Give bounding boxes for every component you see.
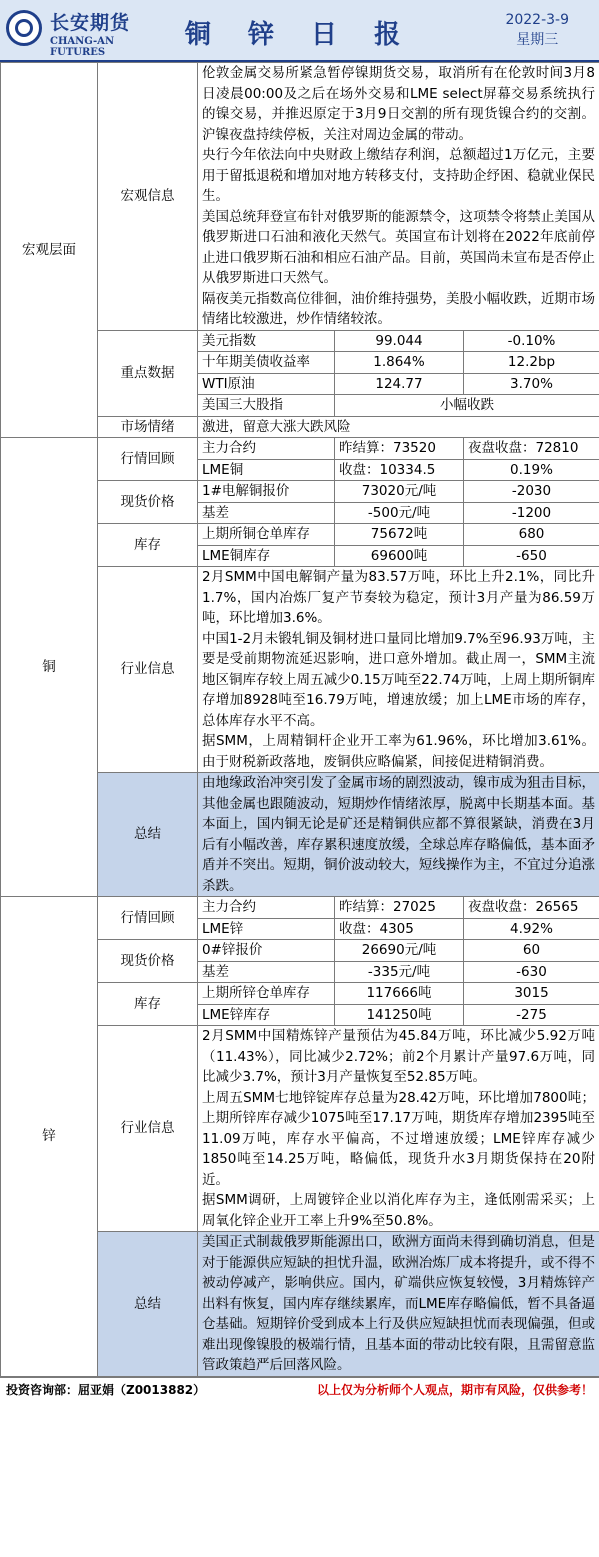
- sentiment-label: 市场情绪: [98, 416, 198, 438]
- report-header: [0, 0, 599, 62]
- macro-info-row: [1, 63, 599, 331]
- copper-industry-label: 行业信息: [98, 567, 198, 773]
- macro-info-text: [198, 63, 599, 331]
- copper-section-label: 铜: [1, 438, 98, 897]
- market-row: [1, 897, 599, 919]
- row-value: 收盘：4305: [335, 918, 464, 940]
- data-value: 1.864%: [335, 352, 464, 374]
- contact-text: 投资咨询部：屈亚娟（Z0013882）: [6, 1382, 206, 1397]
- disclaimer-text: 以上仅为分析师个人观点，期市有风险，仅供参考！: [316, 1382, 593, 1397]
- zinc-spot-label: 现货价格: [98, 940, 198, 983]
- report-title: 铜 锌 日 报: [184, 20, 415, 50]
- report-date: [505, 10, 569, 50]
- row-value: 117666吨: [335, 983, 464, 1005]
- paragraph: 2月SMM中国电解铜产量为83.57万吨，环比上升2.1%，同比升1.7%，国内冶炼厂复产节奏较为稳定，预计3月产量为86.59万吨，环比增加3.6%。: [202, 569, 595, 626]
- row-value: 141250吨: [335, 1004, 464, 1026]
- row-value: -335元/吨: [335, 961, 464, 983]
- paragraph: 央行今年依法向中央财政上缴结存利润，总额超过1万亿元，主要用于留抵退税和增加对地方转移支付，支持助企纾困、稳就业保民生。: [202, 147, 595, 204]
- copper-spot-label: 现货价格: [98, 481, 198, 524]
- copper-summary-text: 由地缘政治冲突引发了金属市场的剧烈波动，镍市成为狙击目标，其他金属也跟随波动，短期炒作情绪浓厚，脱离中长期基本面。基本面上，国内铜无论是矿还是精铜供应都不算很紧缺，消费在3月后有小幅改善，库存累积速度放缓，全球总库存略偏低，基本面矛盾并不突出。短期，铜价波动较大，短线操作为主，不宜过分追涨杀跌。: [198, 773, 599, 897]
- paragraph: 据SMM，上周精铜杆企业开工率为61.96%，环比增加3.61%。由于财税新政落地，废铜供应略偏紧，间接促进精铜消费。: [202, 733, 595, 770]
- data-name: 美国三大股指: [198, 395, 335, 417]
- data-name: 美元指数: [198, 330, 335, 352]
- zinc-market-label: 行情回顾: [98, 897, 198, 940]
- paragraph: 中国1-2月未锻轧铜及铜材进口量同比增加9.7%至96.93万吨，主要是受前期物流延迟影响，进口意外增加。截止周一，SMM主流地区铜库存较上周五减少0.15万吨至22.74万吨，上周上期所铜库存增加8928吨至16.79万吨，增速放缓；加上LME市场的库存，总体库存水平不高。: [202, 630, 595, 729]
- market-row: [1, 438, 599, 460]
- zinc-industry-label: 行业信息: [98, 1026, 198, 1232]
- company-name-en: CHANG-AN FUTURES: [50, 36, 115, 58]
- row-change: 3015: [464, 983, 599, 1005]
- row-name: 主力合约: [198, 897, 335, 919]
- row-name: 上期所铜仓单库存: [198, 524, 335, 546]
- row-name: 基差: [198, 961, 335, 983]
- copper-stock-label: 库存: [98, 524, 198, 567]
- sentiment-text: 激进，留意大涨大跌风险: [198, 416, 599, 438]
- paragraph: 据SMM调研，上周镀锌企业以消化库存为主，逢低刚需采买；上周氧化锌企业开工率上升9%至50.8%。: [202, 1192, 595, 1229]
- paragraph: 上周五SMM七地锌锭库存总量为28.42万吨，环比增加7800吨；上期所锌库存减少1075吨至17.17万吨，期货库存增加2395吨至11.09万吨，库存水平偏高，不过增速放缓；LME锌库存减少1850吨至14.25万吨，略偏低，现货升水3月期货保持在20附近。: [202, 1089, 595, 1188]
- macro-section-label: 宏观层面: [1, 63, 98, 438]
- row-name: LME锌库存: [198, 1004, 335, 1026]
- row-name: 0#锌报价: [198, 940, 335, 962]
- row-value: 收盘：10334.5: [335, 459, 464, 481]
- data-value: 124.77: [335, 373, 464, 395]
- row-change: 夜盘收盘：26565: [464, 897, 599, 919]
- row-change: 680: [464, 524, 599, 546]
- data-change: 3.70%: [464, 373, 599, 395]
- zinc-summary-text: 美国正式制裁俄罗斯能源出口，欧洲方面尚未得到确切消息，但是对于能源供应短缺的担忧升温，欧洲冶炼厂成本将提升，或不得不被动停减产，影响供应。国内，矿端供应恢复较慢，3月精炼锌产出料有恢复，国内库存继续累库，而LME库存略偏低，暂不具备逼仓基础。短期锌价受到成本上行及供应短缺担忧而表现偏强，但或难出现像镍股的极端行情，且基本面的带动比较有限，且需留意监管政策趋严后回落风险。: [198, 1232, 599, 1377]
- company-name-cn: 长安期货: [50, 12, 131, 34]
- zinc-stock-label: 库存: [98, 983, 198, 1026]
- row-change: 夜盘收盘：72810: [464, 438, 599, 460]
- date-text: 2022-3-9: [505, 12, 569, 28]
- row-change: -1200: [464, 502, 599, 524]
- row-name: 1#电解铜报价: [198, 481, 335, 503]
- row-value: 75672吨: [335, 524, 464, 546]
- paragraph: 伦敦金属交易所紧急暂停镍期货交易，取消所有在伦敦时间3月8日凌晨00:00及之后在场外交易和LME select屏幕交易系统执行的镍交易，并推迟原定于3月9日交割的所有现货镍合约的交割。沪镍夜盘持续停板，关注对周边金属的带动。: [202, 65, 595, 143]
- row-change: 0.19%: [464, 459, 599, 481]
- paragraph: 美国总统拜登宣布针对俄罗斯的能源禁令，这项禁令将禁止美国从俄罗斯进口石油和液化天然气。英国宣布计划将在2022年底前停止进口俄罗斯石油和相应石油产品。目前，英国尚未宣布是否停止从俄罗斯进口天然气。: [202, 208, 595, 286]
- row-value: 昨结算：27025: [335, 897, 464, 919]
- row-change: 4.92%: [464, 918, 599, 940]
- row-change: -650: [464, 545, 599, 567]
- copper-market-label: 行情回顾: [98, 438, 198, 481]
- paragraph: 2月SMM中国精炼锌产量预估为45.84万吨，环比减少5.92万吨（11.43%），同比减少2.72%；前2个月累计产量97.6万吨，同比减少3.7%，预计3月产量恢复至52.85万吨。: [202, 1028, 595, 1085]
- zinc-summary-label: 总结: [98, 1232, 198, 1377]
- report-table: [0, 62, 599, 1377]
- data-value: 小幅收跌: [335, 395, 599, 417]
- row-change: -630: [464, 961, 599, 983]
- row-value: 69600吨: [335, 545, 464, 567]
- row-value: 昨结算：73520: [335, 438, 464, 460]
- data-change: -0.10%: [464, 330, 599, 352]
- row-name: 主力合约: [198, 438, 335, 460]
- row-change: 60: [464, 940, 599, 962]
- row-name: LME铜库存: [198, 545, 335, 567]
- data-name: 十年期美债收益率: [198, 352, 335, 374]
- macro-info-label: 宏观信息: [98, 63, 198, 331]
- macro-data-label: 重点数据: [98, 330, 198, 416]
- weekday-text: 星期三: [516, 32, 559, 48]
- zinc-section-label: 锌: [1, 897, 98, 1377]
- row-change: -275: [464, 1004, 599, 1026]
- zinc-industry-text: [198, 1026, 599, 1232]
- data-value: 99.044: [335, 330, 464, 352]
- row-name: 上期所锌仓单库存: [198, 983, 335, 1005]
- row-change: -2030: [464, 481, 599, 503]
- report-footer: [0, 1377, 599, 1400]
- data-name: WTI原油: [198, 373, 335, 395]
- row-name: LME锌: [198, 918, 335, 940]
- row-value: -500元/吨: [335, 502, 464, 524]
- row-value: 26690元/吨: [335, 940, 464, 962]
- row-name: 基差: [198, 502, 335, 524]
- paragraph: 隔夜美元指数高位徘徊，油价维持强势，美股小幅收跌，近期市场情绪比较激进，炒作情绪较浓。: [202, 290, 595, 327]
- row-value: 73020元/吨: [335, 481, 464, 503]
- copper-industry-text: [198, 567, 599, 773]
- data-change: 12.2bp: [464, 352, 599, 374]
- row-name: LME铜: [198, 459, 335, 481]
- copper-summary-label: 总结: [98, 773, 198, 897]
